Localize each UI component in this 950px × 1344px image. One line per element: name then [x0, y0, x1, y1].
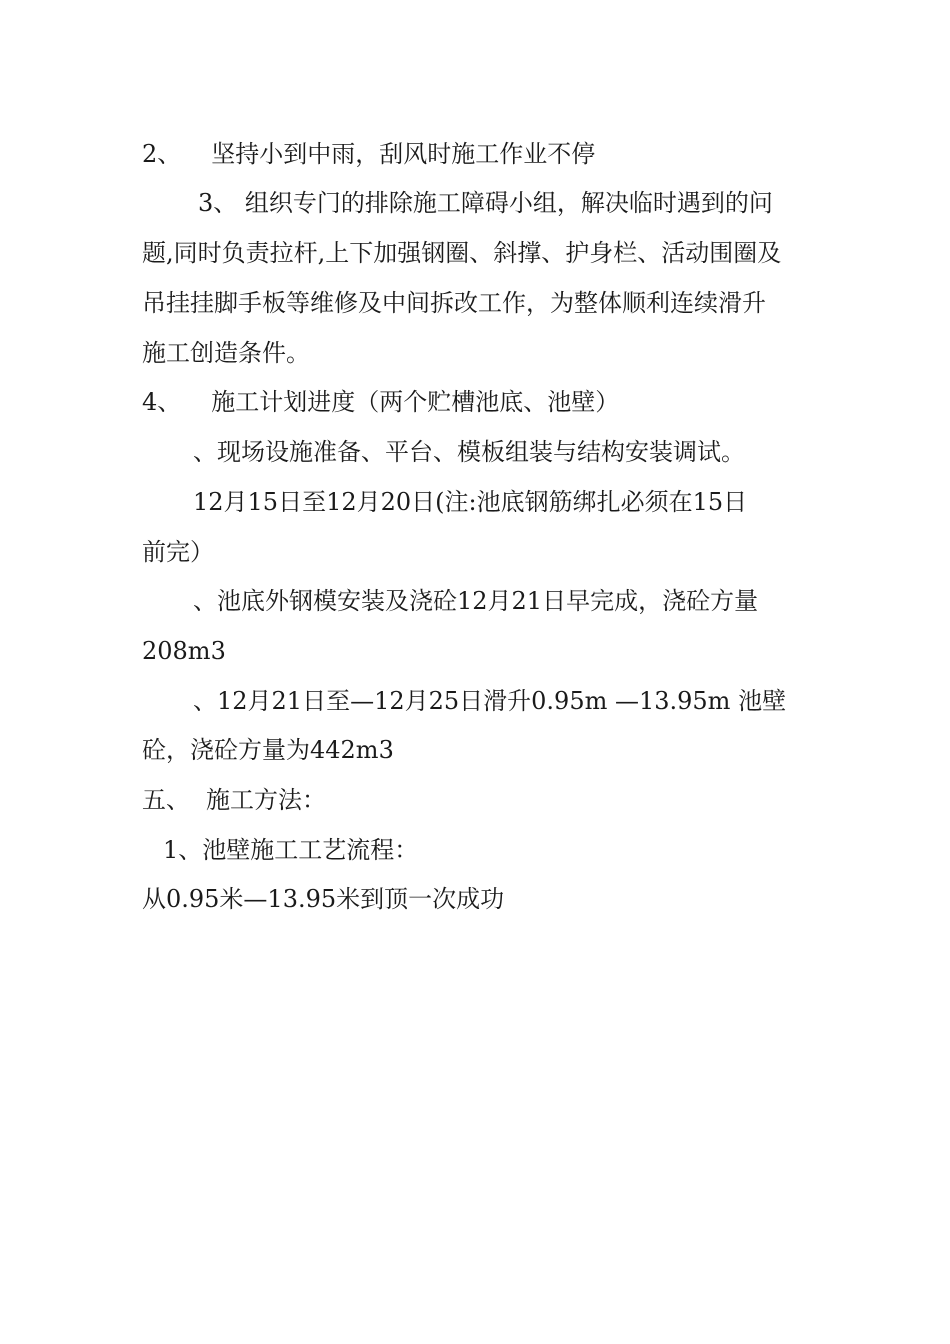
section-5-heading: [142, 780, 822, 820]
section-5-title: 施工方法：: [206, 786, 326, 814]
method-1-title: 1、池壁施工工艺流程：: [163, 836, 419, 864]
schedule-step-3-line-2: 砼，浇砼方量为442m3: [142, 736, 394, 764]
item-4-text: 施工计划进度（两个贮槽池底、池壁）: [211, 388, 620, 416]
item-4-number: 4、: [142, 388, 182, 416]
schedule-step-1-dates-line-1: 12月15日至12月20日(注:池底钢筋绑扎必须在15日: [193, 488, 748, 516]
item-2-text: 坚持小到中雨，刮风时施工作业不停: [211, 140, 596, 168]
schedule-step-1: 、现场设施准备、平台、模板组装与结构安装调试。: [193, 438, 745, 466]
schedule-step-2-line-1: 、池底外钢模安装及浇砼12月21日早完成，浇砼方量: [193, 587, 759, 615]
item-2-line: [142, 134, 822, 174]
item-4-line: [142, 382, 822, 422]
schedule-step-1-dates-line-2: 前完）: [142, 538, 214, 566]
schedule-step-2-line-2: 208m3: [142, 637, 226, 665]
item-3-line-1: 3、 组织专门的排除施工障碍小组，解决临时遇到的问: [198, 189, 773, 217]
item-3-line-4: 施工创造条件。: [142, 339, 310, 367]
section-5-number: 五、: [142, 786, 190, 814]
item-2-number: 2、: [142, 140, 182, 168]
schedule-step-3-line-1: 、12月21日至—12月25日滑升0.95m —13.95m 池壁: [193, 687, 787, 715]
item-3-line-2: 题,同时负责拉杆,上下加强钢圈、斜撑、护身栏、活动围圈及: [142, 239, 782, 267]
method-1-text: 从0.95米—13.95米到顶一次成功: [142, 885, 505, 913]
item-3-line-3: 吊挂挂脚手板等维修及中间拆改工作，为整体顺利连续滑升: [142, 289, 766, 317]
